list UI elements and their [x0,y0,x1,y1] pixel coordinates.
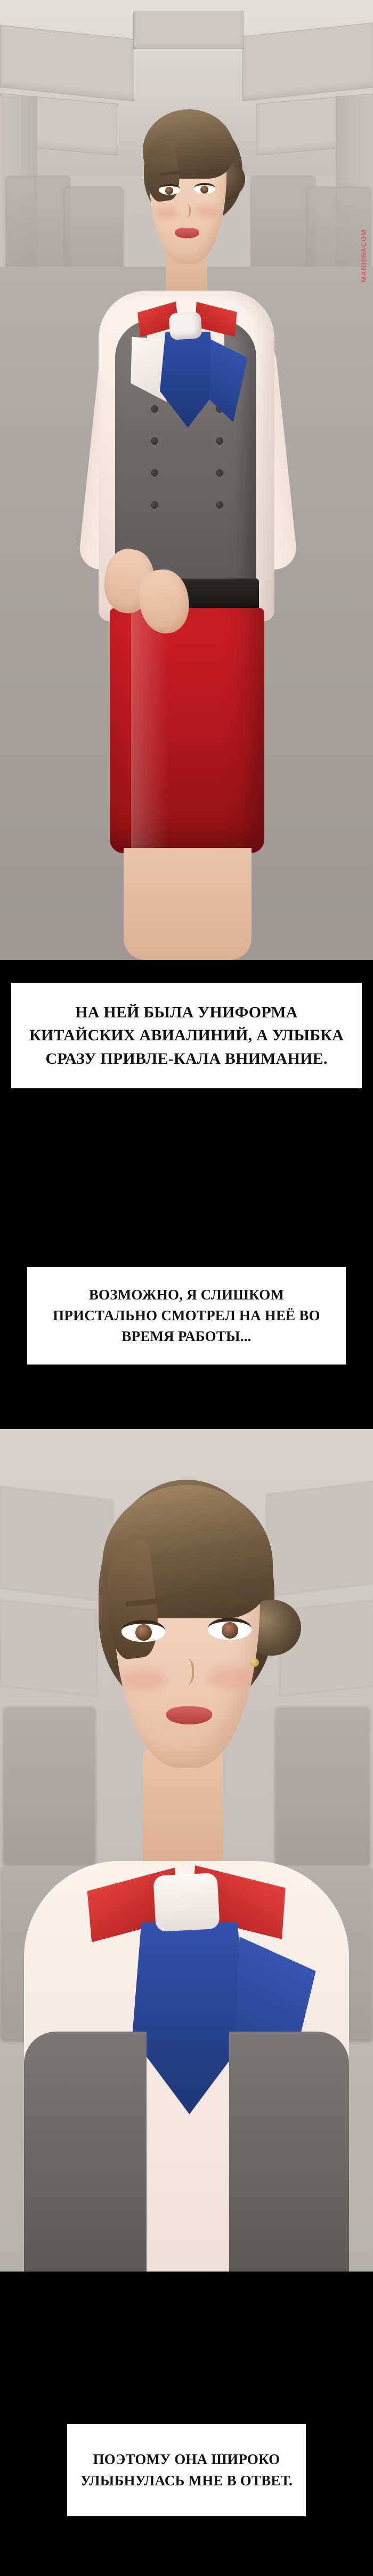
panel-gutter [0,960,373,982]
cabin-seat [274,1706,370,1866]
blush-right [196,206,218,218]
overhead-bin [266,1481,373,1597]
iris-right [222,1622,238,1639]
character-flight-attendant [0,0,373,960]
comic-panel-1 [0,0,373,960]
cabin-seat [3,1706,96,1866]
caption-text-2: ВОЗМОЖНО, Я СЛИШКОМ ПРИСТАЛЬНО СМОТРЕЛ НА НЕЁ ВО ВРЕМЯ РАБОТЫ... [53,1286,320,1345]
overhead-bin [0,1600,97,1696]
lips [175,228,199,238]
iris-right [200,186,208,194]
hair-front [143,109,234,179]
vest-button [216,437,223,445]
eye-left [159,184,180,195]
earring [250,1658,259,1667]
uniform-skirt [110,608,264,853]
vest-button [151,501,158,509]
blush-left [156,207,178,219]
caption-box-3 [67,2423,306,2517]
legs [124,848,252,960]
iris-left [165,187,173,195]
vest-button [151,405,158,413]
panel-gutter [0,2272,373,2423]
scarf-knot [153,1873,220,1932]
panel-gutter [0,2517,373,2576]
eye-right [194,183,215,194]
caption-text-3: ПОЭТОМУ ОНА ШИРОКО УЛЫБНУЛАСЬ МНЕ В ОТВЕТ. [80,2451,293,2489]
scarf-knot [168,311,202,340]
iris-left [135,1624,152,1641]
blush-left [121,1669,165,1690]
caption-box-1 [11,982,362,1089]
eye-right [208,1618,252,1640]
vest-button [151,437,158,445]
nose [176,1658,194,1685]
watermark-text: MANHWACOM [360,229,368,283]
caption-box-2 [27,1266,346,1365]
caption-text-1: НА НЕЙ БЫЛА УНИФОРМА КИТАЙСКИХ АВИАЛИНИЙ, А УЛЫБКА СРАЗУ ПРИВЛЕ-КАЛА ВНИМАНИЕ. [29,1003,344,1068]
vest-button [151,469,158,477]
lips [166,1706,212,1724]
eye-left [121,1620,165,1642]
uniform-vest-right [229,2032,349,2272]
blush-right [209,1667,253,1688]
panel-gutter [0,1089,373,1266]
comic-panel-2 [0,1429,373,2272]
overhead-bin [0,1486,113,1602]
nose [181,204,191,218]
uniform-vest-left [24,2032,147,2272]
vest-button [216,501,223,509]
panel-gutter [0,1365,373,1429]
vest-button [216,469,223,477]
